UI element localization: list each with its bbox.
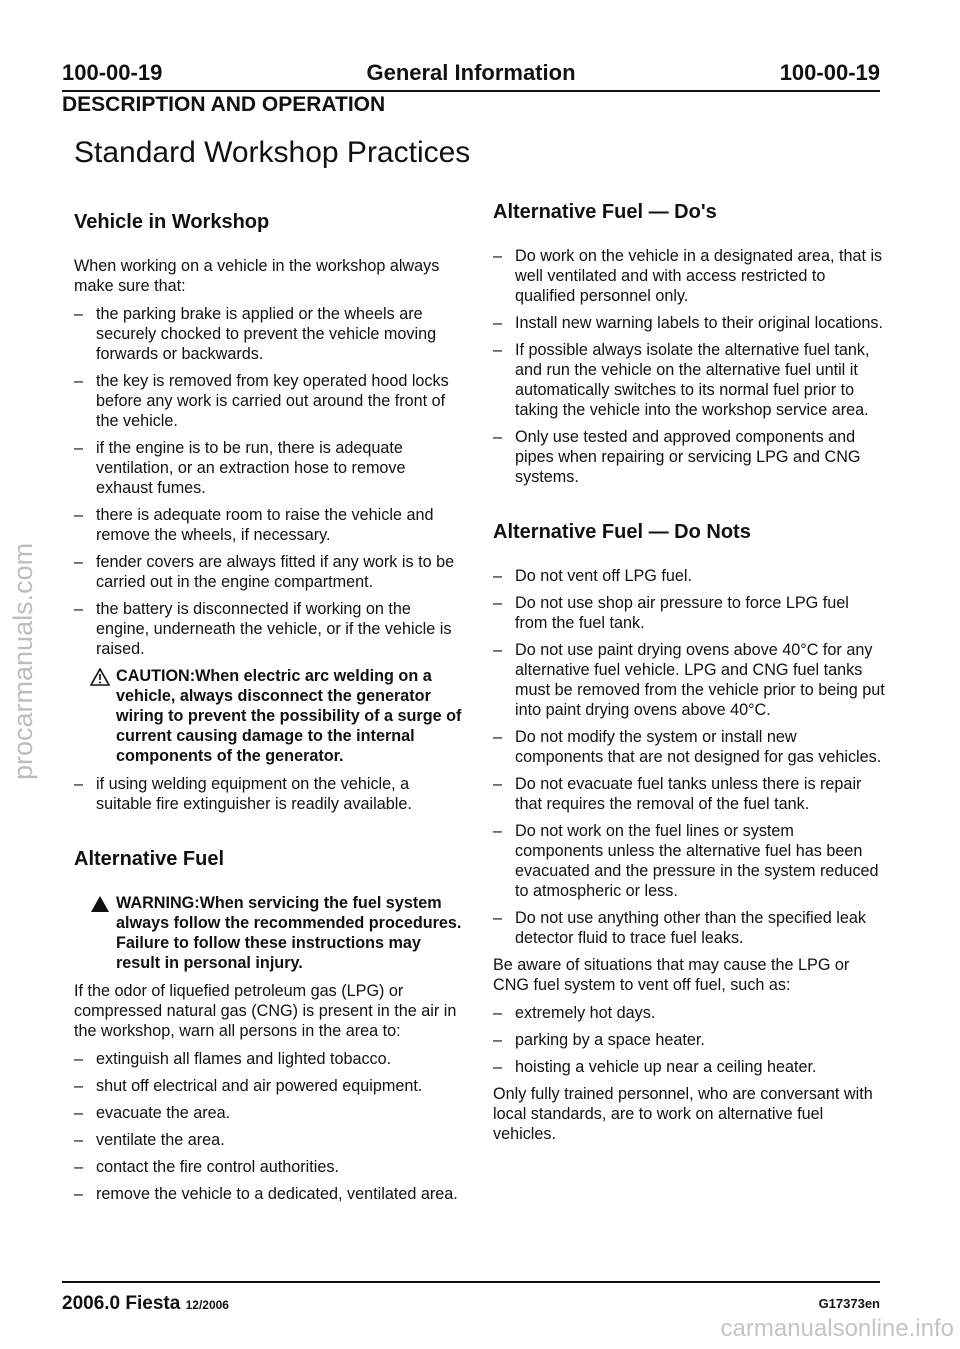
caution-triangle-icon <box>90 668 110 686</box>
list-item: – evacuate the area. <box>74 1103 466 1123</box>
list-item: – Only use tested and approved components and pipes when repairing or servicing LPG and CNG systems. <box>493 427 885 487</box>
header-section-number-right: 100-00-19 <box>779 60 880 85</box>
page-header <box>62 58 880 92</box>
header-section-number-left: 100-00-19 <box>62 60 163 85</box>
list-item: – the battery is disconnected if working on the engine, underneath the vehicle, or if the vehicle is raised. <box>74 599 466 659</box>
list-item: – remove the vehicle to a dedicated, ventilated area. <box>74 1184 466 1204</box>
caution-note <box>74 666 466 766</box>
list-item: – Do not modify the system or install new components that are not designed for gas vehicles. <box>493 727 885 767</box>
list-item: – Do not use anything other than the specified leak detector fluid to trace fuel leaks. <box>493 908 885 948</box>
list-item: – Do work on the vehicle in a designated area, that is well ventilated and with access restricted to qualified personnel only. <box>493 246 885 306</box>
warning-note <box>74 893 466 973</box>
alternative-fuel-list <box>74 1049 466 1204</box>
list-item: – extinguish all flames and lighted tobacco. <box>74 1049 466 1069</box>
page-title: Standard Workshop Practices <box>74 136 471 169</box>
warning-triangle-icon <box>90 895 110 913</box>
situations-intro: Be aware of situations that may cause the LPG or CNG fuel system to vent off fuel, such as: <box>493 956 850 994</box>
alt-fuel-donts-heading: Alternative Fuel — Do Nots <box>493 521 751 543</box>
list-item: – extremely hot days. <box>493 1003 885 1023</box>
left-column <box>74 210 466 1211</box>
alternative-fuel-intro: If the odor of liquefied petroleum gas (LPG) or compressed natural gas (CNG) is present in the air in the workshop, warn all persons in the area to: <box>74 982 457 1040</box>
list-item: – If possible always isolate the alternative fuel tank, and run the vehicle on the alternative fuel until it automatically switches to its normal fuel prior to taking the vehicle into the workshop service area. <box>493 340 885 420</box>
alt-fuel-donts-list <box>493 566 885 948</box>
list-item: – Install new warning labels to their original locations. <box>493 313 885 333</box>
list-item: – if the engine is to be run, there is adequate ventilation, or an extraction hose to remove exhaust fumes. <box>74 438 466 498</box>
section-title: DESCRIPTION AND OPERATION <box>62 93 386 116</box>
caution-text: CAUTION:When electric arc welding on a vehicle, always disconnect the generator wiring to prevent the possibility of a surge of current causing damage to the internal components of the generator. <box>116 667 462 765</box>
list-item: – shut off electrical and air powered equipment. <box>74 1076 466 1096</box>
list-item: – fender covers are always fitted if any work is to be carried out in the engine compartment. <box>74 552 466 592</box>
footer-date: 12/2006 <box>185 1298 229 1312</box>
footer-model-name: 2006.0 Fiesta <box>62 1293 181 1314</box>
list-item: – if using welding equipment on the vehicle, a suitable fire extinguisher is readily available. <box>74 774 466 814</box>
side-watermark: procarmanuals.com <box>8 542 38 780</box>
closing-paragraph: Only fully trained personnel, who are conversant with local standards, are to work on alternative fuel vehicles. <box>493 1085 873 1143</box>
list-item: – hoisting a vehicle up near a ceiling heater. <box>493 1057 885 1077</box>
situations-list <box>493 1003 885 1077</box>
list-item: – contact the fire control authorities. <box>74 1157 466 1177</box>
vehicle-in-workshop-list <box>74 304 466 659</box>
footer-rule <box>62 1281 880 1283</box>
alternative-fuel-heading: Alternative Fuel <box>74 848 225 870</box>
vehicle-in-workshop-heading: Vehicle in Workshop <box>74 211 270 233</box>
footer-code: G17373en <box>818 1296 880 1311</box>
alt-fuel-dos-list <box>493 246 885 487</box>
list-item: – the key is removed from key operated hood locks before any work is carried out around the front of the vehicle. <box>74 371 466 431</box>
right-column <box>493 200 885 1152</box>
alt-fuel-dos-heading: Alternative Fuel — Do's <box>493 201 717 223</box>
footer-model <box>62 1293 229 1315</box>
list-item: – Do not use shop air pressure to force LPG fuel from the fuel tank. <box>493 593 885 633</box>
list-item: – Do not vent off LPG fuel. <box>493 566 885 586</box>
list-item: – Do not evacuate fuel tanks unless there is repair that requires the removal of the fuel tank. <box>493 774 885 814</box>
list-item: – there is adequate room to raise the vehicle and remove the wheels, if necessary. <box>74 505 466 545</box>
list-item: – parking by a space heater. <box>493 1030 885 1050</box>
list-item: – ventilate the area. <box>74 1130 466 1150</box>
vehicle-in-workshop-intro: When working on a vehicle in the workshop always make sure that: <box>74 257 440 295</box>
list-item: – Do not use paint drying ovens above 40°C for any alternative fuel vehicle. LPG and CNG fuel tanks must be removed from the vehicle prior to being put into paint drying ovens above 40°C. <box>493 640 885 720</box>
bottom-watermark: carmanualsonline.info <box>720 1315 954 1342</box>
vehicle-in-workshop-list-after <box>74 774 466 814</box>
header-title: General Information <box>366 60 576 85</box>
list-item: – Do not work on the fuel lines or system components unless the alternative fuel has been evacuated and the pressure in the system reduced to atmospheric or less. <box>493 821 885 901</box>
list-item: – the parking brake is applied or the wheels are securely chocked to prevent the vehicle moving forwards or backwards. <box>74 304 466 364</box>
warning-text: WARNING:When servicing the fuel system always follow the recommended procedures. Failure to follow these instructions may result in personal injury. <box>116 894 462 972</box>
